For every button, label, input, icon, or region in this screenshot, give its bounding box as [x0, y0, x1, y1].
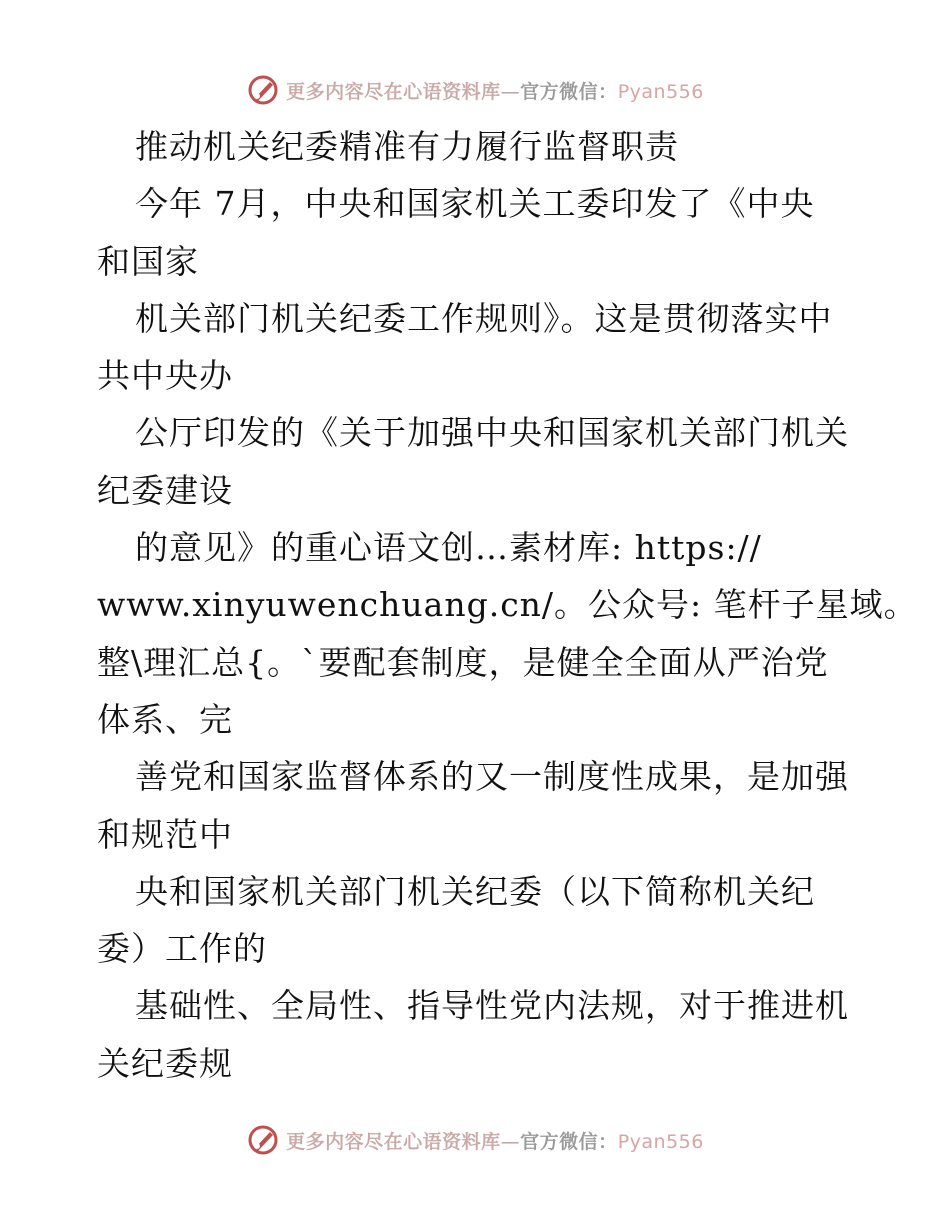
- watermark-dash: —: [500, 1130, 521, 1153]
- text-line: 体系、完: [97, 699, 233, 739]
- text-line: 整\理汇总{。`要配套制度，是健全全面从严治党: [97, 642, 829, 682]
- watermark-footer: [0, 1120, 950, 1160]
- watermark-wechat-label: 官方微信：: [520, 1130, 618, 1153]
- text-line: 和规范中: [97, 814, 233, 854]
- watermark-header: [0, 70, 950, 110]
- text-line: 基础性、全局性、指导性党内法规，对于推进机: [135, 986, 849, 1026]
- watermark-wechat-id: Pyan556: [617, 80, 704, 103]
- watermark-site-name: 更多内容尽在心语资料库: [286, 80, 501, 103]
- watermark-text: [286, 77, 704, 104]
- text-line: 机关部门机关纪委工作规则》。这是贯彻落实中: [135, 298, 833, 338]
- watermark-site-name: 更多内容尽在心语资料库: [286, 1130, 501, 1153]
- document-body: [97, 118, 918, 1092]
- text-line: 的意见》的重心语文创…素材库: https://: [135, 528, 762, 568]
- text-line: 纪委建设: [97, 470, 233, 510]
- watermark-wechat-label: 官方微信：: [520, 80, 618, 103]
- document-title: 推动机关纪委精准有力履行监督职责: [135, 127, 679, 166]
- text-line: 关纪委规: [97, 1043, 233, 1083]
- text-line: www.xinyuwenchuang.cn/。公众号: 笔杆子星域。: [97, 585, 918, 625]
- text-line: 委）工作的: [97, 929, 267, 969]
- pen-seal-logo-icon: [246, 73, 280, 107]
- watermark-dash: —: [500, 80, 521, 103]
- text-line: 公厅印发的《关于加强中央和国家机关部门机关: [135, 413, 849, 453]
- text-line: 和国家: [97, 241, 199, 281]
- watermark-text: [286, 1127, 704, 1154]
- pen-seal-logo-icon: [246, 1123, 280, 1157]
- text-line: 央和国家机关部门机关纪委（以下简称机关纪: [135, 871, 815, 911]
- text-line: 善党和国家监督体系的又一制度性成果，是加强: [135, 757, 849, 797]
- text-line: 共中央办: [97, 356, 233, 396]
- watermark-wechat-id: Pyan556: [617, 1130, 704, 1153]
- text-line: 今年 7月，中央和国家机关工委印发了《中央: [135, 184, 815, 224]
